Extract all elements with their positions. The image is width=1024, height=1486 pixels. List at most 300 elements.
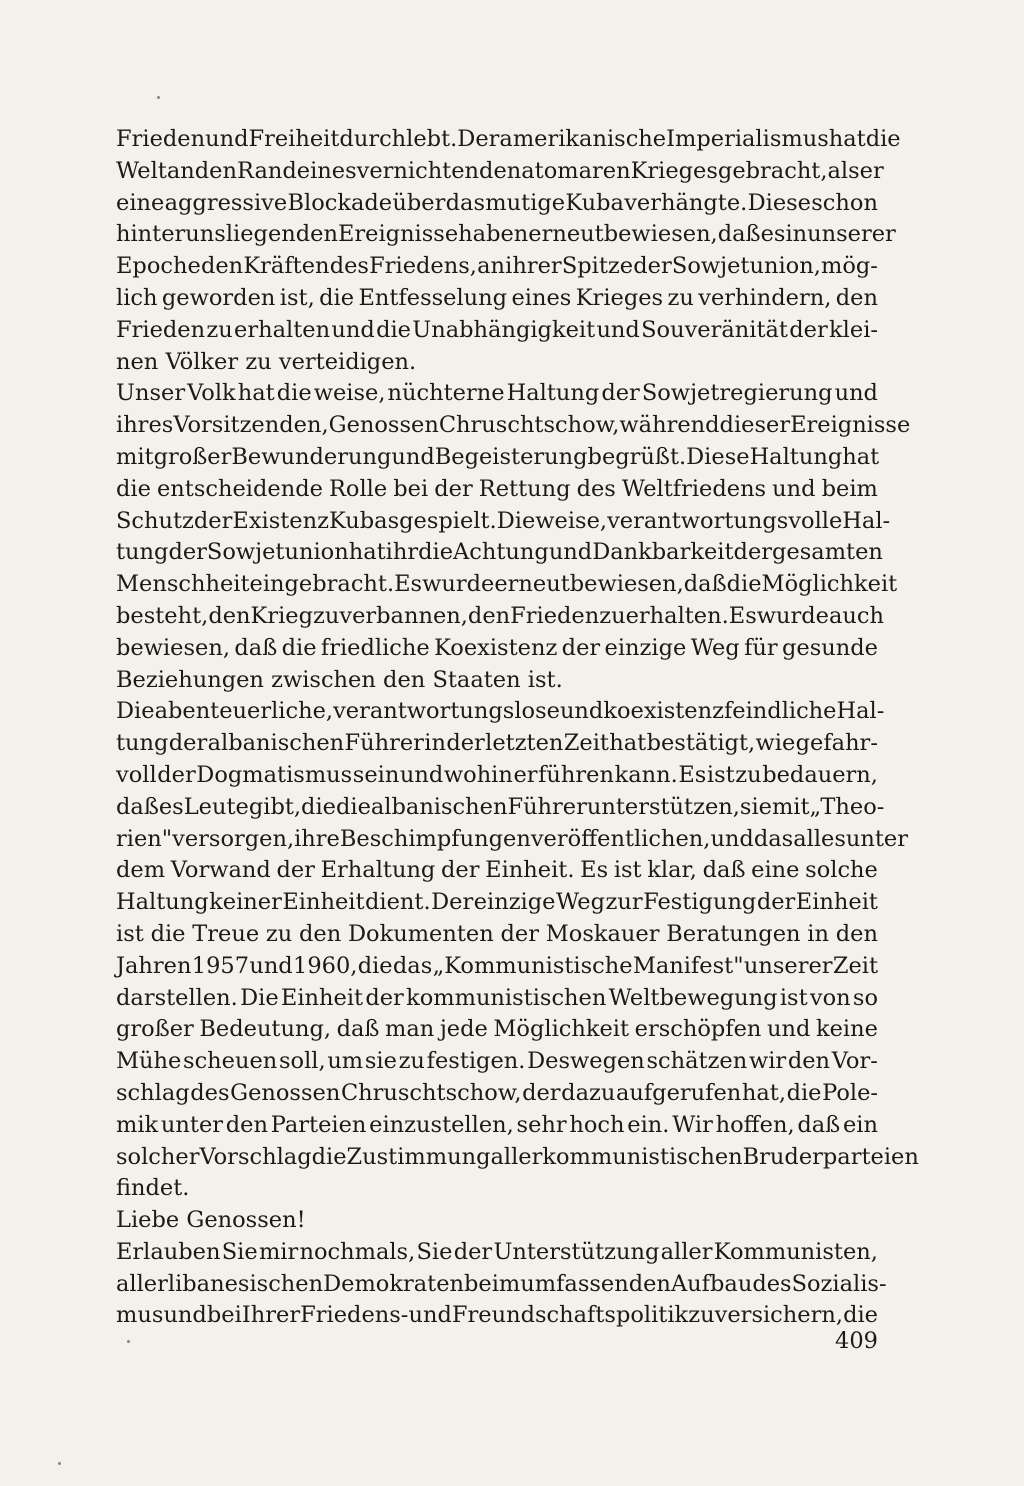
word: dem [116, 857, 166, 884]
text-line [116, 1205, 878, 1237]
word: und [834, 380, 878, 407]
word: der [193, 507, 233, 534]
word: die [301, 793, 336, 820]
word: daß [116, 793, 159, 820]
word: des [752, 1270, 792, 1297]
word: zur [605, 889, 643, 916]
text-line [116, 506, 891, 538]
page-number: 409 [835, 1328, 878, 1354]
word: sie [739, 793, 772, 820]
word: zu [599, 602, 626, 629]
word: geworden [161, 284, 276, 311]
word: von [809, 984, 851, 1011]
word: unterstützen, [586, 793, 740, 820]
text-line [116, 1110, 878, 1142]
word: das [392, 952, 433, 979]
word: klar, [647, 857, 697, 884]
word: vernichtenden [356, 157, 522, 184]
text-line [116, 665, 878, 697]
word: der [453, 1238, 493, 1265]
word: Die [116, 698, 155, 725]
text-line [116, 951, 878, 983]
word: Friedens, [369, 253, 477, 280]
word: bei [393, 475, 429, 502]
word: der [601, 380, 640, 407]
word: den [467, 602, 511, 629]
word: Chruschtschow, [340, 1079, 522, 1106]
word: Epoche [116, 253, 201, 280]
word: ist [116, 920, 144, 947]
word: man [385, 1016, 435, 1043]
word: großer [116, 1016, 194, 1043]
word: der [157, 761, 196, 788]
word: erhalten [234, 316, 331, 343]
text-line [116, 347, 878, 379]
word: und [399, 761, 444, 788]
text-line [116, 983, 878, 1015]
word: Aufbau [670, 1270, 753, 1297]
word: unserer [743, 952, 833, 979]
word: der [276, 857, 315, 884]
word: haben [458, 221, 529, 248]
word: daß [797, 1111, 841, 1138]
word: die [418, 539, 454, 566]
word: während [619, 412, 720, 439]
word: Entfesselung [358, 284, 508, 311]
word: „Kommunistische [432, 952, 633, 979]
word: gebracht, [717, 157, 828, 184]
word: Genossen [328, 412, 439, 439]
word: die [865, 126, 901, 152]
word: nen [116, 348, 159, 375]
word: er [513, 761, 538, 788]
word: Unabhängigkeit [412, 316, 596, 343]
word: zu [265, 920, 293, 947]
word: die [281, 634, 317, 661]
word: durchlebt. [339, 126, 458, 152]
word: Weg [690, 634, 740, 661]
word: Es [678, 761, 707, 788]
word: verhindern, [698, 284, 832, 311]
paper-speck [58, 1462, 61, 1465]
text-line [116, 1078, 878, 1110]
word: eingebracht. [249, 571, 395, 598]
word: unter [845, 825, 908, 852]
word: eine [751, 857, 800, 884]
word: Vorschlag [199, 1143, 312, 1170]
word: einzige [604, 634, 687, 661]
word: schon [811, 189, 878, 216]
word: gibt, [248, 793, 302, 820]
word: Diese [747, 189, 811, 216]
word: verantwortungslose [333, 698, 560, 725]
word: Sie [416, 1238, 453, 1265]
word: friedliche [320, 634, 430, 661]
word: Haltung [506, 380, 600, 407]
word: Genossen [230, 1079, 341, 1106]
text-line [116, 315, 878, 347]
word: der [789, 316, 828, 343]
word: Hal- [842, 507, 891, 534]
word: Führer [507, 793, 587, 820]
word: wie [755, 730, 796, 757]
word: Dokumenten [348, 920, 494, 947]
text-line [116, 1014, 878, 1046]
word: gespielt. [399, 507, 497, 534]
word: rien" [116, 825, 173, 852]
word: und [766, 1016, 811, 1043]
word: Sowjetregierung [641, 380, 833, 407]
word: Es [580, 857, 609, 884]
word: Unser [116, 380, 186, 407]
word: ist [779, 984, 808, 1011]
word: führen [538, 761, 614, 788]
word: mir [258, 1238, 299, 1265]
word: Die [496, 507, 536, 534]
word: 1960, [293, 952, 358, 979]
word: kommunistischen [542, 1143, 743, 1170]
word: Möglichkeit [761, 571, 898, 598]
word: Einheit [280, 984, 364, 1011]
word: verhängte. [624, 189, 748, 216]
word: Festigung [643, 889, 757, 916]
text-line [116, 633, 878, 665]
word: ihres [116, 412, 174, 439]
word: Kuba [565, 189, 624, 216]
word: Blockade [287, 189, 393, 216]
word: an [166, 157, 195, 184]
word: bei [206, 1302, 242, 1329]
text-line [116, 156, 884, 188]
text-line [116, 410, 911, 442]
word: zu [398, 1048, 425, 1075]
word: Souveränität [641, 316, 788, 343]
word: solche [805, 857, 878, 884]
text-line [116, 283, 878, 315]
word: Einheit [795, 889, 878, 916]
word: und [559, 698, 604, 725]
word: „Theo- [809, 793, 885, 820]
word: Genossen! [186, 1207, 306, 1234]
word: besteht, [116, 602, 209, 629]
text-line [116, 569, 898, 601]
word: beim [821, 475, 878, 502]
word: Freundschaftspolitik [451, 1302, 689, 1329]
word: Sie [221, 1238, 258, 1265]
word: Spitze [561, 253, 634, 280]
word: keine [815, 1016, 878, 1043]
text-line [116, 124, 901, 156]
text-line [116, 824, 908, 856]
word: Dogmatismus [196, 761, 353, 788]
text-line [116, 442, 878, 474]
word: erneut [528, 221, 604, 248]
word: Die [240, 984, 279, 1011]
word: Rand [236, 157, 297, 184]
word: die [376, 316, 411, 343]
word: beim [464, 1270, 521, 1297]
word: Vorwand [170, 857, 271, 884]
word: eines [296, 157, 357, 184]
word: letzten [485, 730, 564, 757]
word: veröffentlichen, [530, 825, 711, 852]
word: wurde [422, 571, 495, 598]
word: aggressive [164, 189, 288, 216]
text-line [116, 728, 878, 760]
word: tung [116, 539, 169, 566]
word: kommunistischen [406, 984, 607, 1011]
word: Parteien [270, 1111, 367, 1138]
word: Existenz [232, 507, 329, 534]
word: weise, [313, 380, 386, 407]
text-line [116, 792, 885, 824]
word: Deswegen [527, 1048, 645, 1075]
word: Der [457, 126, 500, 152]
word: hoffen, [715, 1111, 795, 1138]
word: Vor- [831, 1048, 878, 1075]
word: findet. [116, 1175, 190, 1202]
word: Kräften [243, 253, 330, 280]
text-line [116, 887, 878, 919]
word: Rettung [478, 475, 571, 502]
word: sie [364, 1048, 397, 1075]
word: ihr [385, 539, 419, 566]
word: hat [842, 443, 880, 470]
paper-speck [127, 1340, 130, 1343]
word: atomaren [521, 157, 631, 184]
text-line [116, 855, 878, 887]
word: Der [431, 889, 474, 916]
word: Rolle [328, 475, 388, 502]
word: uns [185, 221, 226, 248]
word: versorgen, [172, 825, 295, 852]
word: amerikanische [499, 126, 667, 152]
word: bewiesen, [569, 571, 684, 598]
word: mus [116, 1302, 164, 1329]
word: Krieges [630, 157, 718, 184]
text-line [116, 760, 878, 792]
word: Erhaltung [320, 857, 436, 884]
word: der [365, 984, 404, 1011]
word: Chruschtschow, [438, 412, 620, 439]
word: daß [702, 857, 746, 884]
word: nochmals, [299, 1238, 416, 1265]
word: auch [829, 602, 884, 629]
word: abenteuerliche, [154, 698, 334, 725]
word: umfassenden [520, 1270, 671, 1297]
paper-speck [157, 96, 160, 99]
word: Krieg [250, 602, 314, 629]
word: das [753, 825, 794, 852]
word: Frieden [510, 602, 600, 629]
text-line [116, 1237, 878, 1269]
word: verantwortungsvolle [607, 507, 843, 534]
word: liegenden [225, 221, 338, 248]
word: Bedeutung, [199, 1016, 332, 1043]
word: ihrer [505, 253, 562, 280]
word: Manifest" [632, 952, 744, 979]
word: die [843, 1302, 878, 1329]
word: Einheit [282, 889, 365, 916]
word: Jahren [116, 952, 192, 979]
word: wir [748, 1048, 787, 1075]
word: mik [116, 1111, 159, 1138]
word: aller [490, 1143, 543, 1170]
word: des [576, 475, 616, 502]
word: alles [793, 825, 846, 852]
word: die [357, 952, 393, 979]
word: Ereignisse [790, 412, 911, 439]
word: Es [728, 602, 757, 629]
word: hat [237, 380, 275, 407]
word: es [760, 221, 786, 248]
word: Achtung [453, 539, 549, 566]
word: einzige [473, 889, 556, 916]
word: Einheit. [485, 857, 575, 884]
word: Ereignisse [337, 221, 459, 248]
word: Friedens- [300, 1302, 409, 1329]
word: Weltbewegung [608, 984, 778, 1011]
word: hat [348, 539, 386, 566]
word: daß [683, 571, 727, 598]
word: der [633, 253, 672, 280]
word: der [500, 920, 539, 947]
word: Bewunderung [231, 443, 392, 470]
word: gesunde [782, 634, 878, 661]
word: Koexistenz [434, 634, 558, 661]
word: ein. [627, 1111, 670, 1138]
word: daß [234, 634, 278, 661]
word: libanesischen [167, 1270, 324, 1297]
text-line [116, 601, 884, 633]
page-body [116, 124, 919, 1332]
word: versichern, [714, 1302, 843, 1329]
word: hat [828, 126, 866, 152]
word: aller [660, 1238, 713, 1265]
word: Zeit [832, 952, 878, 979]
text-line [116, 251, 878, 283]
word: Unterstützung [493, 1238, 660, 1265]
word: der [434, 475, 473, 502]
word: der [522, 1079, 561, 1106]
word: der [441, 857, 480, 884]
word: nüchterne [387, 380, 505, 407]
word: Beschimpfungen [339, 825, 531, 852]
word: entscheidende [156, 475, 323, 502]
word: Weg [555, 889, 605, 916]
word: ihre [294, 825, 340, 852]
word: Frieden [116, 316, 206, 343]
word: Krieges [575, 284, 664, 311]
word: eine [116, 189, 165, 216]
word: der [168, 539, 207, 566]
word: für [744, 634, 778, 661]
word: klei- [829, 316, 878, 343]
word: lich [116, 284, 158, 311]
text-line [116, 1173, 878, 1205]
word: und [205, 126, 249, 152]
word: die [116, 475, 151, 502]
word: unter [160, 1111, 224, 1138]
text-line [116, 188, 878, 220]
word: gesamten [772, 539, 883, 566]
word: Volk [187, 380, 236, 407]
word: Kommunisten, [713, 1238, 878, 1265]
word: und [408, 1302, 452, 1329]
word: Vorsitzenden, [173, 412, 329, 439]
word: hat, [741, 1079, 786, 1106]
word: aufgerufen [615, 1079, 742, 1106]
word: den [835, 920, 878, 947]
word: Zustimmung [346, 1143, 491, 1170]
word: daß [717, 221, 761, 248]
word: der [756, 889, 796, 916]
word: hoch [569, 1111, 625, 1138]
word: Welt [116, 157, 167, 184]
text-line [116, 919, 878, 951]
word: er [859, 157, 884, 184]
word: keiner [209, 889, 282, 916]
word: Mühe [116, 1048, 182, 1075]
word: Moskauer [545, 920, 660, 947]
word: jede [439, 1016, 488, 1043]
word: wurde [756, 602, 829, 629]
word: eines [511, 284, 572, 311]
word: sehr [516, 1111, 567, 1138]
word: zwischen [271, 666, 376, 693]
word: daß [336, 1016, 380, 1043]
text-line [116, 474, 878, 506]
word: begrüßt. [587, 443, 687, 470]
text-line [116, 1046, 878, 1078]
word: mög- [821, 253, 878, 280]
word: Imperialismus [666, 126, 829, 152]
word: die [276, 380, 312, 407]
word: schätzen [646, 1048, 748, 1075]
word: 1957 [191, 952, 250, 979]
word: so [852, 984, 878, 1011]
word: zu [667, 284, 694, 311]
word: unserer [807, 221, 896, 248]
word: den [835, 284, 878, 311]
word: erschöpfen [634, 1016, 762, 1043]
word: es [158, 793, 184, 820]
word: hat [609, 730, 647, 757]
word: Freiheit [248, 126, 340, 152]
word: den [208, 602, 251, 629]
word: Haltung [116, 889, 209, 916]
word: voll [116, 761, 157, 788]
word: den [383, 666, 426, 693]
word: ist. [527, 666, 563, 693]
word: großer [153, 443, 232, 470]
word: verteidigen. [278, 348, 417, 375]
word: Bruderparteien [742, 1143, 919, 1170]
word: weise, [535, 507, 608, 534]
word: und [249, 952, 293, 979]
word: und [596, 316, 640, 343]
text-line [116, 1300, 878, 1332]
word: verbannen, [339, 602, 468, 629]
word: den [787, 1048, 831, 1075]
word: bewiesen, [116, 634, 230, 661]
word: die [319, 284, 355, 311]
word: in [424, 730, 446, 757]
word: Möglichkeit [493, 1016, 630, 1043]
word: die [786, 1079, 822, 1106]
word: zu [735, 761, 762, 788]
word: über [392, 189, 446, 216]
